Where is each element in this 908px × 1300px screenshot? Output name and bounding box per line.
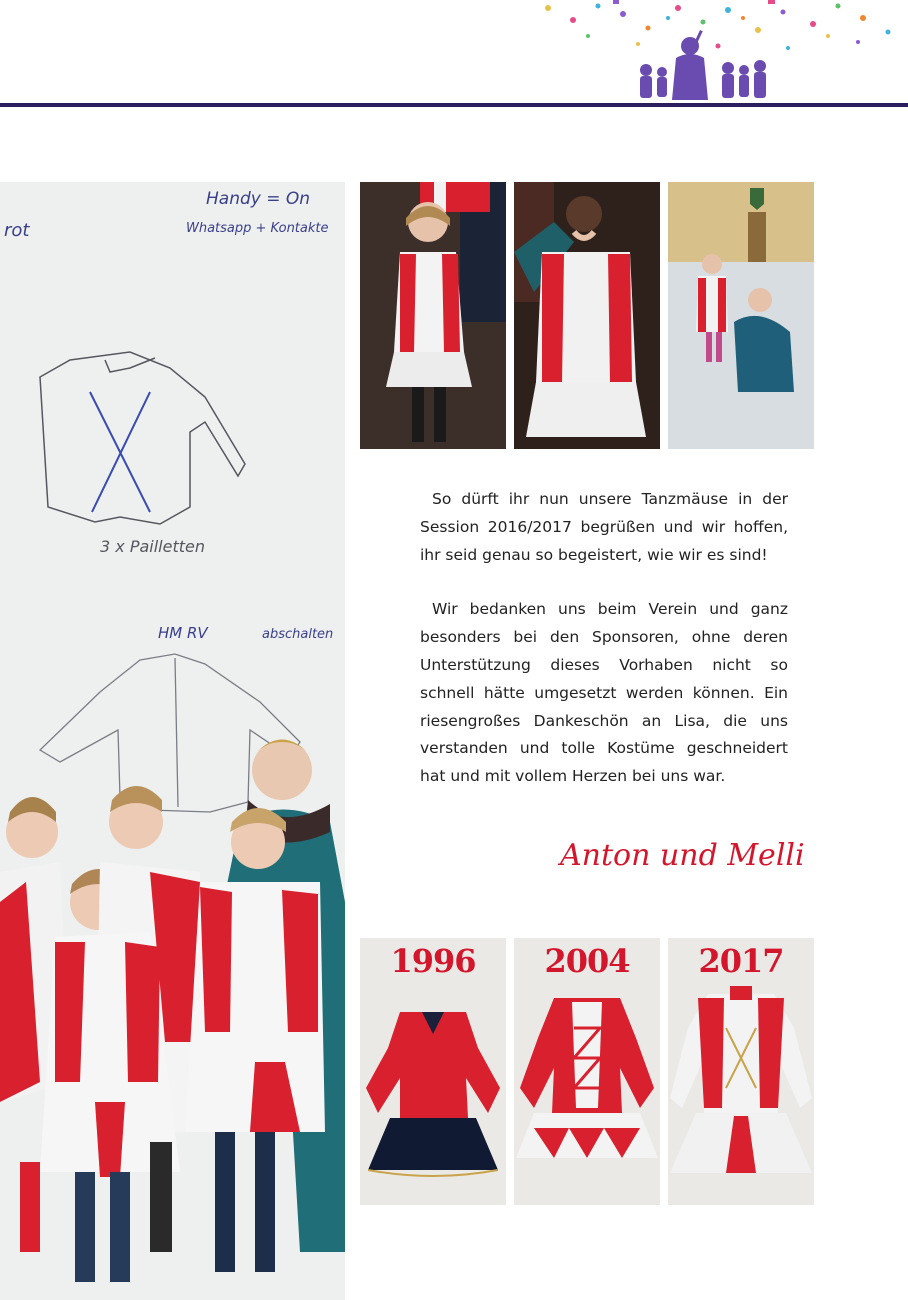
jacket-sketch-1 [40, 352, 245, 524]
costume-photo-1996 [360, 938, 506, 1205]
photo-hall-scene [668, 182, 814, 449]
sketch-note-handy: Handy = On [206, 189, 311, 209]
year-label-2017: 2017 [698, 942, 784, 980]
sketch-note-hmrv: HM RV [158, 624, 208, 642]
sketch-and-group-photo [0, 182, 345, 1300]
paragraph-thanks: Wir bedanken uns beim Verein und ganz besonders bei den Sponsoren, ohne deren Unterstützung dieses Vorhaben nicht so schnell hätte umgesetzt werden können. Ein riesengroßes Dankeschön an Lisa, die uns verstanden und tolle Kostüme geschneidert hat und mit vollem Herzen bei uns war. [420, 600, 788, 786]
sketch-note-abschalten: abschalten [262, 627, 334, 642]
sketch-note-pailletten: 3 x Pailletten [100, 537, 205, 556]
group-photo [0, 740, 345, 1283]
photo-girl-fitting-front [360, 182, 506, 449]
costume-photo-2004 [514, 938, 660, 1205]
signature: Anton und Melli [560, 838, 805, 873]
year-label-2004: 2004 [544, 942, 630, 980]
header-confetti-graphic [528, 0, 908, 108]
costume-photo-2017 [668, 938, 814, 1205]
sketch-note-whatsapp: Whatsapp + Kontakte [186, 221, 329, 236]
year-label-1996: 1996 [390, 942, 476, 980]
confetti-dots [545, 0, 891, 50]
paragraph-session: So dürft ihr nun unsere Tanzmäuse in der Session 2016/2017 begrüßen und wir hoffen, ihr seid genau so begeistert, wie wir es sind! [420, 490, 788, 564]
photo-girl-fitting-back [514, 182, 660, 449]
silhouette-figures [640, 30, 766, 100]
sketch-note-rot: rot [4, 220, 30, 241]
body-text [420, 486, 788, 791]
